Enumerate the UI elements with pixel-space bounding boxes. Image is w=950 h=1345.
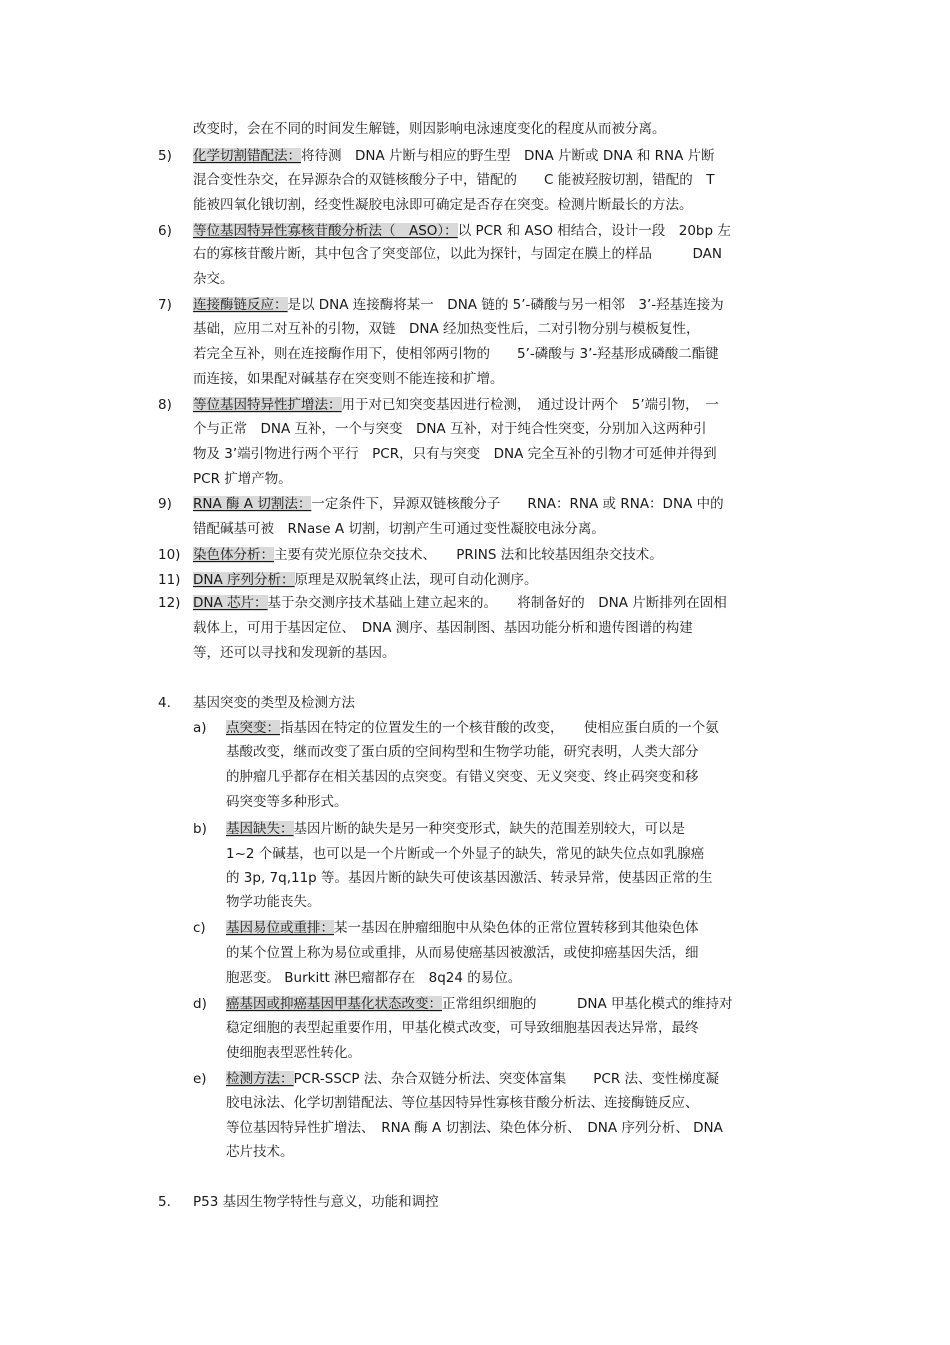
text-line: 胞恶变。 Burkitt 淋巴瘤都存在 8q24 的易位。 bbox=[226, 970, 522, 986]
text-line: 胶电泳法、化学切割错配法、等位基因特异性寡核苷酸分析法、连接酶链反应、 bbox=[226, 1095, 699, 1111]
text-line: 若完全互补，则在连接酶作用下，使相邻两引物的 5’-磷酸与 3’-羟基形成磷酸二酯键 bbox=[193, 346, 719, 362]
highlighted-term: DNA 序列分析： bbox=[193, 572, 295, 588]
text-line: 等，还可以寻找和发现新的基因。 bbox=[193, 645, 396, 661]
highlighted-term: RNA 酶 A 切割法： bbox=[193, 496, 312, 512]
text-line: 错配碱基可被 RNase A 切割，切割产生可通过变性凝胶电泳分离。 bbox=[193, 521, 605, 537]
item-number: 10) bbox=[158, 547, 181, 563]
highlighted-term: 连接酶链反应： bbox=[193, 297, 288, 313]
section-number: 5. bbox=[158, 1194, 171, 1210]
text-line: 码突变等多种形式。 bbox=[226, 794, 348, 810]
text-line: 芯片技术。 bbox=[226, 1144, 294, 1160]
line-text: 基于杂交测序技术基础上建立起来的。 将制备好的 DNA 片断排列在固相 bbox=[267, 595, 727, 611]
text-line: 的 3p, 7q,11p 等。基因片断的缺失可使该基因激活、转录异常，使基因正常的生 bbox=[226, 870, 713, 886]
line-text: 以 PCR 和 ASO 相结合，设计一段 20bp 左 bbox=[457, 223, 731, 239]
text-line: 等位基因特异性扩增法、 RNA 酶 A 切割法、染色体分析、 DNA 序列分析、 DNA bbox=[226, 1120, 723, 1136]
sub-item-letter: c) bbox=[193, 920, 206, 936]
text-line bbox=[226, 919, 699, 937]
highlighted-term: 癌基因或抑癌基因甲基化状态改变： bbox=[226, 996, 442, 1012]
text-line: 稳定细胞的表型起重要作用，甲基化模式改变，可导致细胞基因表达异常，最终 bbox=[226, 1020, 699, 1036]
text-line: 1~2 个碱基，也可以是一个片断或一个外显子的缺失，常见的缺失位点如乳腺癌 bbox=[226, 846, 705, 862]
line-text: 正常组织细胞的 DNA 甲基化模式的维持对 bbox=[442, 996, 733, 1012]
line-text: 指基因在特定的位置发生的一个核苷酸的改变， 使相应蛋白质的一个氨 bbox=[280, 720, 719, 736]
highlighted-term: DNA 芯片： bbox=[193, 595, 268, 611]
text-line bbox=[193, 222, 731, 240]
highlighted-term: 检测方法： bbox=[226, 1071, 294, 1087]
text-line: 个与正常 DNA 互补，一个与突变 DNA 互补，对于纯合性突变，分别加入这两种引 bbox=[193, 421, 707, 437]
section-heading: P53 基因生物学特性与意义，功能和调控 bbox=[193, 1194, 439, 1210]
text-line: 载体上，可用于基因定位、 DNA 测序、基因制图、基因功能分析和遗传图谱的构建 bbox=[193, 620, 693, 636]
highlighted-term: 基因易位或重排： bbox=[226, 920, 334, 936]
section-number: 4. bbox=[158, 695, 171, 711]
sub-item-letter: e) bbox=[193, 1071, 207, 1087]
line-text: 主要有荧光原位杂交技术、 PRINS 法和比较基因组杂交技术。 bbox=[274, 547, 663, 563]
text-line bbox=[226, 995, 733, 1013]
sub-item-letter: a) bbox=[193, 720, 207, 736]
highlighted-term: 化学切割错配法： bbox=[193, 148, 301, 164]
item-number: 9) bbox=[158, 496, 172, 512]
text-line bbox=[226, 719, 719, 737]
line-text: 某一基因在肿瘤细胞中从染色体的正常位置转移到其他染色体 bbox=[334, 920, 699, 936]
text-line: 基础，应用二对互补的引物，双链 DNA 经加热变性后，二对引物分别与模板复性， bbox=[193, 321, 700, 337]
text-line bbox=[193, 147, 715, 165]
text-line: 的某个位置上称为易位或重排，从而易使癌基因被激活，或使抑癌基因失活，细 bbox=[226, 945, 699, 961]
text-line: 基酸改变，继而改变了蛋白质的空间构型和生物学功能，研究表明，人类大部分 bbox=[226, 744, 699, 760]
text-line bbox=[193, 495, 724, 513]
highlighted-term: 染色体分析： bbox=[193, 547, 274, 563]
line-text: 一定条件下，异源双链核酸分子 RNA：RNA 或 RNA：DNA 中的 bbox=[311, 496, 724, 512]
section-heading: 基因突变的类型及检测方法 bbox=[193, 695, 355, 711]
item-number: 8) bbox=[158, 397, 172, 413]
item-number: 5) bbox=[158, 148, 172, 164]
line-text: 原理是双脱氧终止法，现可自动化测序。 bbox=[294, 572, 538, 588]
sub-item-letter: b) bbox=[193, 821, 207, 837]
highlighted-term: 基因缺失： bbox=[226, 821, 294, 837]
highlighted-term: 等位基因特异性寡核苷酸分析法（ ASO）： bbox=[193, 223, 458, 239]
text-line bbox=[193, 396, 719, 414]
text-line: 而连接，如果配对碱基存在突变则不能连接和扩增。 bbox=[193, 371, 504, 387]
highlighted-term: 点突变： bbox=[226, 720, 280, 736]
text-line: 混合变性杂交，在异源杂合的双链核酸分子中，错配的 C 能被羟胺切割，错配的 T bbox=[193, 172, 715, 188]
item-number: 7) bbox=[158, 297, 172, 313]
item-number: 6) bbox=[158, 223, 172, 239]
text-line: 使细胞表型恶性转化。 bbox=[226, 1045, 361, 1061]
text-line: 改变时，会在不同的时间发生解链，则因影响电泳速度变化的程度从而被分离。 bbox=[193, 121, 666, 137]
text-line: 物及 3’端引物进行两个平行 PCR，只有与突变 DNA 完全互补的引物才可延伸并得到 bbox=[193, 446, 717, 462]
line-text: 基因片断的缺失是另一种突变形式，缺失的范围差别较大，可以是 bbox=[293, 821, 685, 837]
highlighted-term: 等位基因特异性扩增法： bbox=[193, 397, 342, 413]
text-line bbox=[193, 546, 663, 564]
text-line: 物学功能丧失。 bbox=[226, 894, 321, 910]
text-line: PCR 扩增产物。 bbox=[193, 471, 292, 487]
text-line bbox=[226, 820, 685, 838]
item-number: 11) bbox=[158, 572, 181, 588]
text-line: 杂交。 bbox=[193, 271, 234, 287]
text-line bbox=[193, 594, 727, 612]
text-line bbox=[226, 1070, 719, 1088]
line-text: 是以 DNA 连接酶将某一 DNA 链的 5’-磷酸与另一相邻 3’-羟基连接为 bbox=[287, 297, 724, 313]
text-line bbox=[193, 571, 538, 589]
text-line: 的肿瘤几乎都存在相关基因的点突变。有错义突变、无义突变、终止码突变和移 bbox=[226, 769, 699, 785]
sub-item-letter: d) bbox=[193, 996, 207, 1012]
text-line: 右的寡核苷酸片断，其中包含了突变部位，以此为探针，与固定在膜上的样品 DAN bbox=[193, 246, 722, 262]
line-text: 将待测 DNA 片断与相应的野生型 DNA 片断或 DNA 和 RNA 片断 bbox=[301, 148, 715, 164]
item-number: 12) bbox=[158, 595, 181, 611]
line-text: PCR-SSCP 法、杂合双链分析法、突变体富集 PCR 法、变性梯度凝 bbox=[293, 1071, 720, 1087]
text-line: 能被四氧化锇切割，经变性凝胶电泳即可确定是否存在突变。检测片断最长的方法。 bbox=[193, 197, 693, 213]
text-line bbox=[193, 296, 724, 314]
line-text: 用于对已知突变基因进行检测， 通过设计两个 5’端引物， 一 bbox=[341, 397, 719, 413]
